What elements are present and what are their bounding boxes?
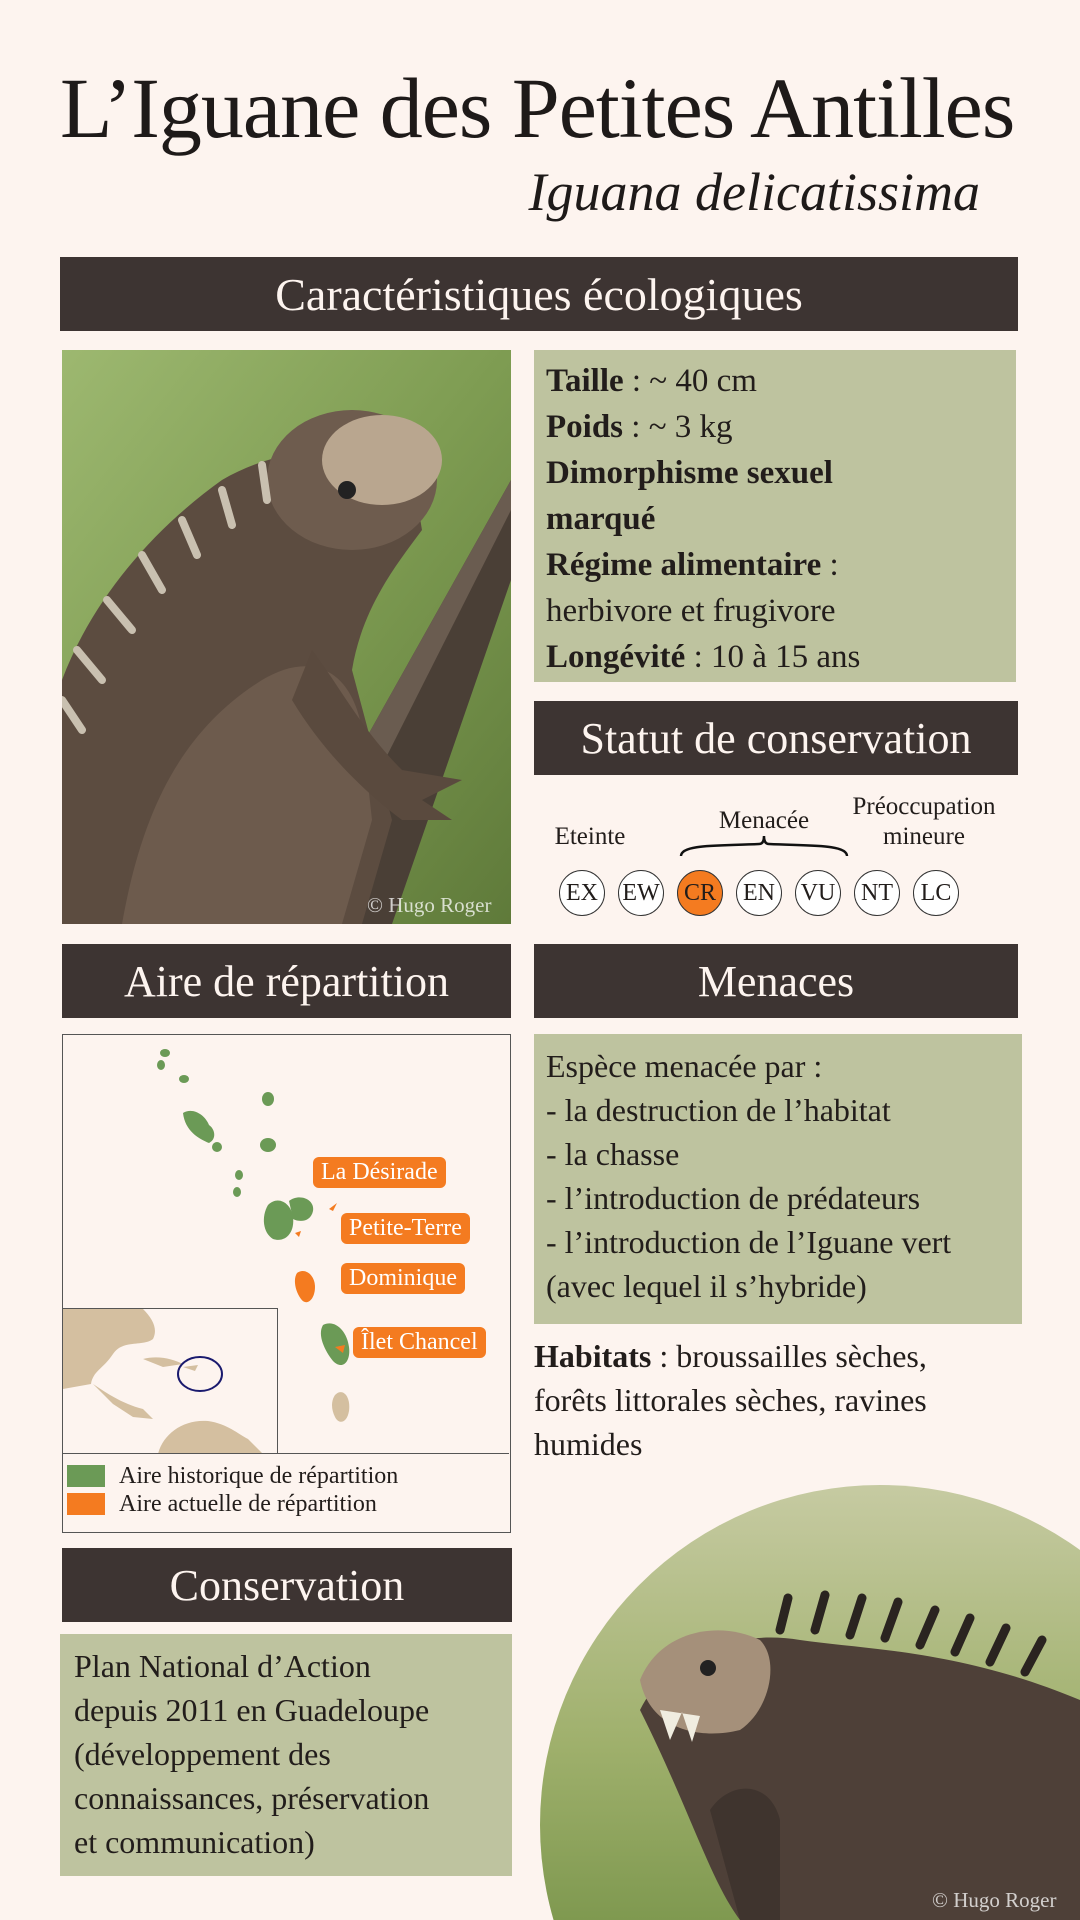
photo-credit-top: © Hugo Roger [367, 893, 492, 917]
status-en: EN [736, 870, 782, 916]
iguana-photo-bottom [540, 1480, 1080, 1920]
status-vu: VU [795, 870, 841, 916]
inset-map-image [63, 1309, 278, 1453]
status-nt: NT [854, 870, 900, 916]
longevity-row: Longévité : 10 à 15 ans [546, 639, 861, 675]
map-label-desirade: La Désirade [313, 1157, 446, 1188]
threats-header [534, 944, 1018, 1018]
iguana-photo-bottom-image [540, 1480, 1080, 1920]
status-ew: EW [618, 870, 664, 916]
dimorphism-row-2: marqué [546, 501, 656, 537]
legend-historic: Aire historique de répartition [67, 1462, 505, 1490]
weight-row: Poids : ~ 3 kg [546, 409, 733, 445]
inset-map [63, 1308, 278, 1453]
habitats-text: Habitats : broussailles sèches, forêts littorales sèches, ravines humides [534, 1338, 927, 1462]
label-threatened: Menacée [718, 807, 810, 834]
characteristics-title: Caractéristiques écologiques [275, 268, 803, 320]
threat-item: (avec lequel il s’hybride) [546, 1268, 867, 1304]
threats-title: Menaces [697, 956, 855, 1006]
iguana-photo-top [62, 350, 511, 924]
label-least-concern: Préoccupation mineure [852, 793, 996, 850]
conservation-title: Conservation [169, 1560, 405, 1610]
range-map [62, 1034, 511, 1533]
threat-item: - l’introduction de l’Iguane vert [546, 1224, 952, 1260]
status-title: Statut de conservation [580, 713, 972, 763]
legend-current-swatch [67, 1493, 105, 1515]
scientific-name: Iguana delicatissima [528, 162, 980, 222]
map-label-chancel: Îlet Chancel [353, 1327, 486, 1358]
threat-item: - l’introduction de prédateurs [546, 1180, 921, 1216]
size-row: Taille : ~ 40 cm [546, 363, 757, 399]
conservation-status-scale [534, 790, 1018, 930]
threat-item: - la chasse [546, 1136, 680, 1172]
photo-credit-bottom: © Hugo Roger [932, 1888, 1057, 1912]
diet-row: Régime alimentaire : [546, 547, 839, 583]
legend-historic-swatch [67, 1465, 105, 1487]
status-cr-active: CR [677, 870, 723, 916]
range-header [62, 944, 511, 1018]
diet-value: herbivore et frugivore [546, 593, 836, 629]
iguana-photo-top-image [62, 350, 511, 924]
characteristics-header [60, 257, 1018, 331]
range-title: Aire de répartition [124, 956, 449, 1006]
label-extinct: Eteinte [554, 823, 626, 850]
legend-current: Aire actuelle de répartition [67, 1490, 505, 1518]
conservation-header [62, 1548, 512, 1622]
map-label-dominique: Dominique [341, 1263, 465, 1294]
status-header [534, 701, 1018, 775]
characteristics-panel [534, 350, 1016, 682]
map-label-petite-terre: Petite-Terre [341, 1213, 470, 1244]
status-ex: EX [559, 870, 605, 916]
map-legend [63, 1453, 509, 1531]
threats-panel [534, 1034, 1022, 1324]
dimorphism-row: Dimorphisme sexuel [546, 455, 833, 491]
threats-intro: Espèce menacée par : [546, 1048, 823, 1084]
threat-item: - la destruction de l’habitat [546, 1092, 891, 1128]
conservation-panel: Plan National d’Action depuis 2011 en Guadeloupe (développement des connaissances, préservation et communication) [60, 1634, 512, 1876]
status-lc: LC [913, 870, 959, 916]
page-title: L’Iguane des Petites Antilles [60, 60, 1015, 156]
